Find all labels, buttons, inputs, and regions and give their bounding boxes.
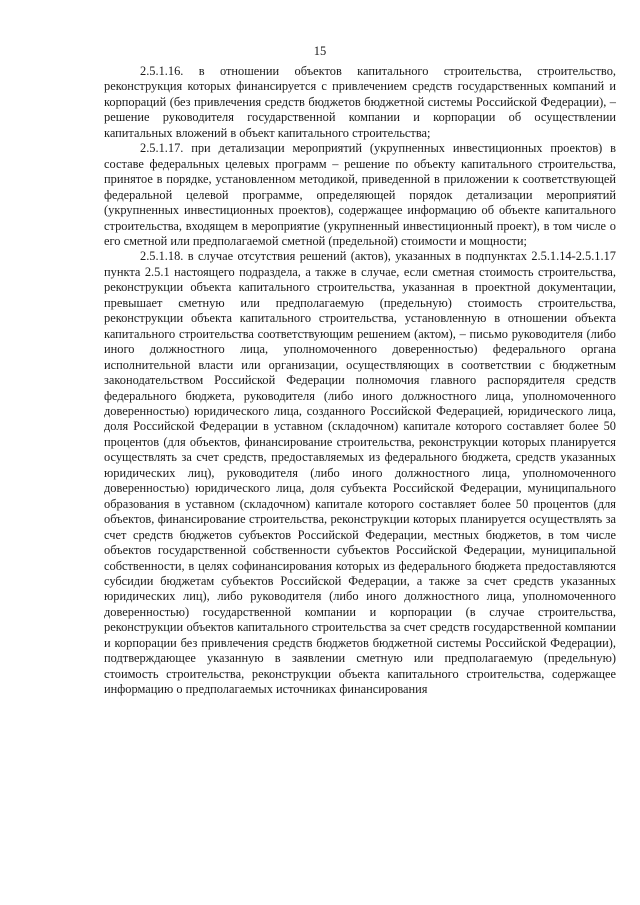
page-number: 15 bbox=[313, 44, 327, 58]
paragraph-2-5-1-17: 2.5.1.17. при детализации мероприятий (укрупненных инвестиционных проектов) в составе федеральных целевых программ – решение по объекту капитального строительства, принятое в порядке, установленном методикой, приведенной в приложении к соответствующей федеральной целевой программе, определяющей порядок детализации мероприятий (укрупненных инвестиционных проектов), содержащее информацию об объекте капитального строительства, входящем в мероприятие (укрупненный инвестиционный проект), в том числе о его сметной или предполагаемой сметной (предельной) стоимости и мощности; bbox=[104, 141, 616, 248]
document-body bbox=[104, 64, 616, 698]
paragraph-2-5-1-18: 2.5.1.18. в случае отсутствия решений (актов), указанных в подпунктах 2.5.1.14-2.5.1.17 пункта 2.5.1 настоящего подраздела, а также в случае, если сметная стоимость строительства, реконструкции объекта капитального строительства, указанная в проектной документации, превышает сметную или предполагаемую (предельную) стоимость строительства, реконструкции объекта капитального строительства, установленную в отношении объекта капитального строительства соответствующим решением (актом), – письмо руководителя (либо иного должностного лица, уполномоченного доверенностью) федерального органа исполнительной власти или организации, осуществляющих в соответствии с бюджетным законодательством Российской Федерации полномочия главного распорядителя средств федерального бюджета, руководителя (либо иного должностного лица, уполномоченного доверенностью) юридического лица, созданного Российской Федерацией, юридического лица, доля Российской Федерации в уставном (складочном) капитале которого составляет более 50 процентов (для объектов, финансирование строительства, реконструкции которых планируется осуществлять за счет средств, предоставляемых из федерального бюджета, средств указанных юридических лиц), руководителя (либо иного должностного лица, уполномоченного доверенностью) юридического лица, доля субъекта Российской Федерации, муниципального образования в уставном (складочном) капитале которого составляет более 50 процентов (для объектов, финансирование строительства, реконструкции которых планируется осуществлять за счет средств бюджетов субъектов Российской Федерации, местных бюджетов, в том числе объектов государственной собственности субъектов Российской Федерации, муниципальной собственности, в целях софинансирования которых из федерального бюджета предоставляются субсидии бюджетам субъектов Российской Федерации, а также за счет средств указанных юридических лиц), либо руководителя (либо иного должностного лица, уполномоченного доверенностью) государственной компании и корпорации (в случае строительства, реконструкции объектов капитального строительства за счет средств государственной компании и корпорации без привлечения средств бюджетов бюджетной системы Российской Федерации), подтверждающее указанную в заявлении сметную или предполагаемую (предельную) стоимость строительства, реконструкции объекта капитального строительства, содержащее информацию о предполагаемых источниках финансирования bbox=[104, 249, 616, 697]
paragraph-2-5-1-16: 2.5.1.16. в отношении объектов капитального строительства, строительство, реконструкция которых финансируется с привлечением средств государственных компаний и корпораций (без привлечения средств бюджетов бюджетной системы Российской Федерации), – решение руководителя государственной компании и корпорации об осуществлении капитальных вложений в объект капитального строительства; bbox=[104, 64, 616, 140]
